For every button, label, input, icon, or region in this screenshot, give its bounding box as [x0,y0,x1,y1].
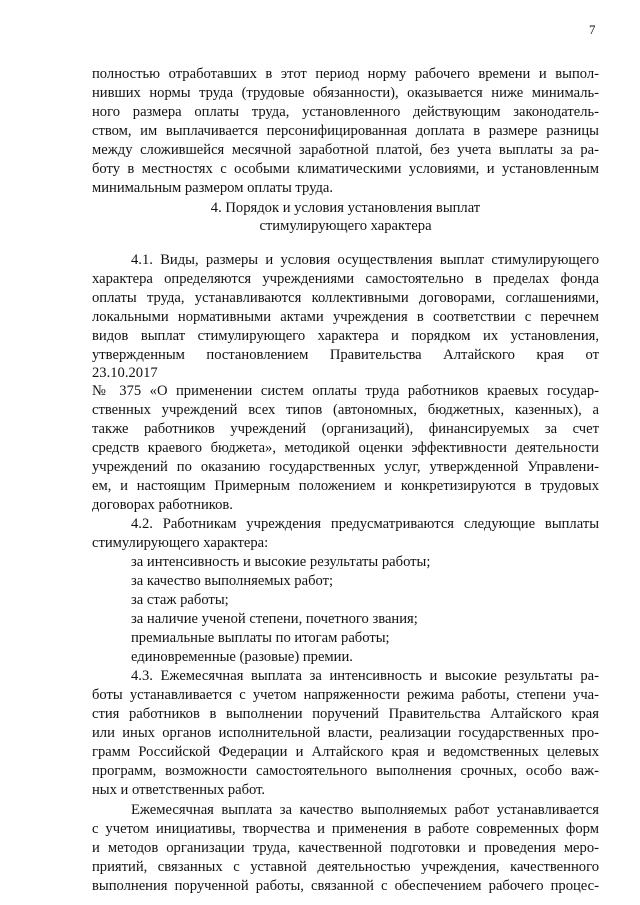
list-item: за качество выполняемых работ; [131,573,334,589]
body-line: Ежемесячная выплата за качество выполняемых работ устанавливается [131,802,599,818]
body-line: между сложившейся месячной заработной платой, без учета выплаты за ра- [92,142,599,158]
body-line: минимальным размером оплаты труда. [92,180,333,196]
body-line: нивших нормы труда (трудовые обязанности), оказывается ниже минималь- [92,85,599,101]
body-line: 4.2. Работникам учреждения предусматриваются следующие выплаты [131,516,599,532]
body-line: стимулирующего характера: [92,535,269,551]
body-line: 4.3. Ежемесячная выплата за интенсивность и высокие результаты ра- [131,668,599,684]
body-line: характера определяются учреждениями самостоятельно в пределах фонда [92,271,599,287]
list-item: единовременные (разовые) премии. [131,649,353,665]
page-number: 7 [589,22,596,37]
body-line: локальными нормативными актами учреждения в соответствии с перечнем [92,309,599,325]
body-line: оплаты труда, устанавливаются коллективными договорами, соглашениями, [92,290,599,306]
body-line: ных и ответственных работ. [92,782,266,798]
body-line: ного размера оплаты труда, установленного действующим законодатель- [92,104,599,120]
body-line: 4.1. Виды, размеры и условия осуществления выплат стимулирующего [131,252,599,268]
body-line: ем, и настоящим Примерным положением и конкретизируются в трудовых [92,478,599,494]
body-line: боты устанавливается с учетом напряженности режима работы, степени уча- [92,687,599,703]
body-line: стия работников в выполнении поручений Правительства Алтайского края [92,706,599,722]
list-item: за интенсивность и высокие результаты работы; [131,554,431,570]
body-line: также работников учреждений (организаций), финансируемых за счет [92,421,599,437]
body-line: приятий, связанных с уставной деятельностью учреждения, качественного [92,859,599,875]
body-line: утвержденным постановлением Правительства Алтайского края от [92,347,599,363]
body-line: учреждений по оказанию государственных услуг, утвержденной Управлени- [92,459,599,475]
list-item: за наличие ученой степени, почетного звания; [131,611,418,627]
section-heading: 4. Порядок и условия установления выплат [210,200,481,216]
body-line: боту в местностях с особыми климатическими условиями, и установленным [92,161,599,177]
body-line: выполнения порученной работы, связанной с обеспечением рабочего процес- [92,878,599,894]
body-line: или иных органов исполнительной власти, реализации государственных про- [92,725,599,741]
body-line: полностью отработавших в этот период норму рабочего времени и выпол- [92,66,599,82]
body-line: ственных учреждений всех типов (автономных, бюджетных, казенных), а [92,402,599,418]
body-line: № 375 «О применении систем оплаты труда работников краевых государ- [92,383,599,399]
list-item: премиальные выплаты по итогам работы; [131,630,390,646]
body-line: с учетом инициативы, творчества и применения в работе современных форм [92,821,599,837]
body-line: ством, им выплачивается персонифицированная доплата в размере разницы [92,123,599,139]
body-line: средств краевого бюджета», методикой оценки эффективности деятельности [92,440,599,456]
body-line: и методов организации труда, качественной подготовки и проведения меро- [92,840,599,856]
body-line: грамм Российской Федерации и Алтайского края и ведомственных целевых [92,744,599,760]
body-line: 23.10.2017 [92,365,158,381]
body-line: договорах работников. [92,497,233,513]
body-line: видов выплат стимулирующего характера и порядком их установления, [92,328,599,344]
section-heading: стимулирующего характера [259,218,432,234]
body-line: программ, возможности самостоятельного выполнения срочных, особо важ- [92,763,599,779]
list-item: за стаж работы; [131,592,229,608]
